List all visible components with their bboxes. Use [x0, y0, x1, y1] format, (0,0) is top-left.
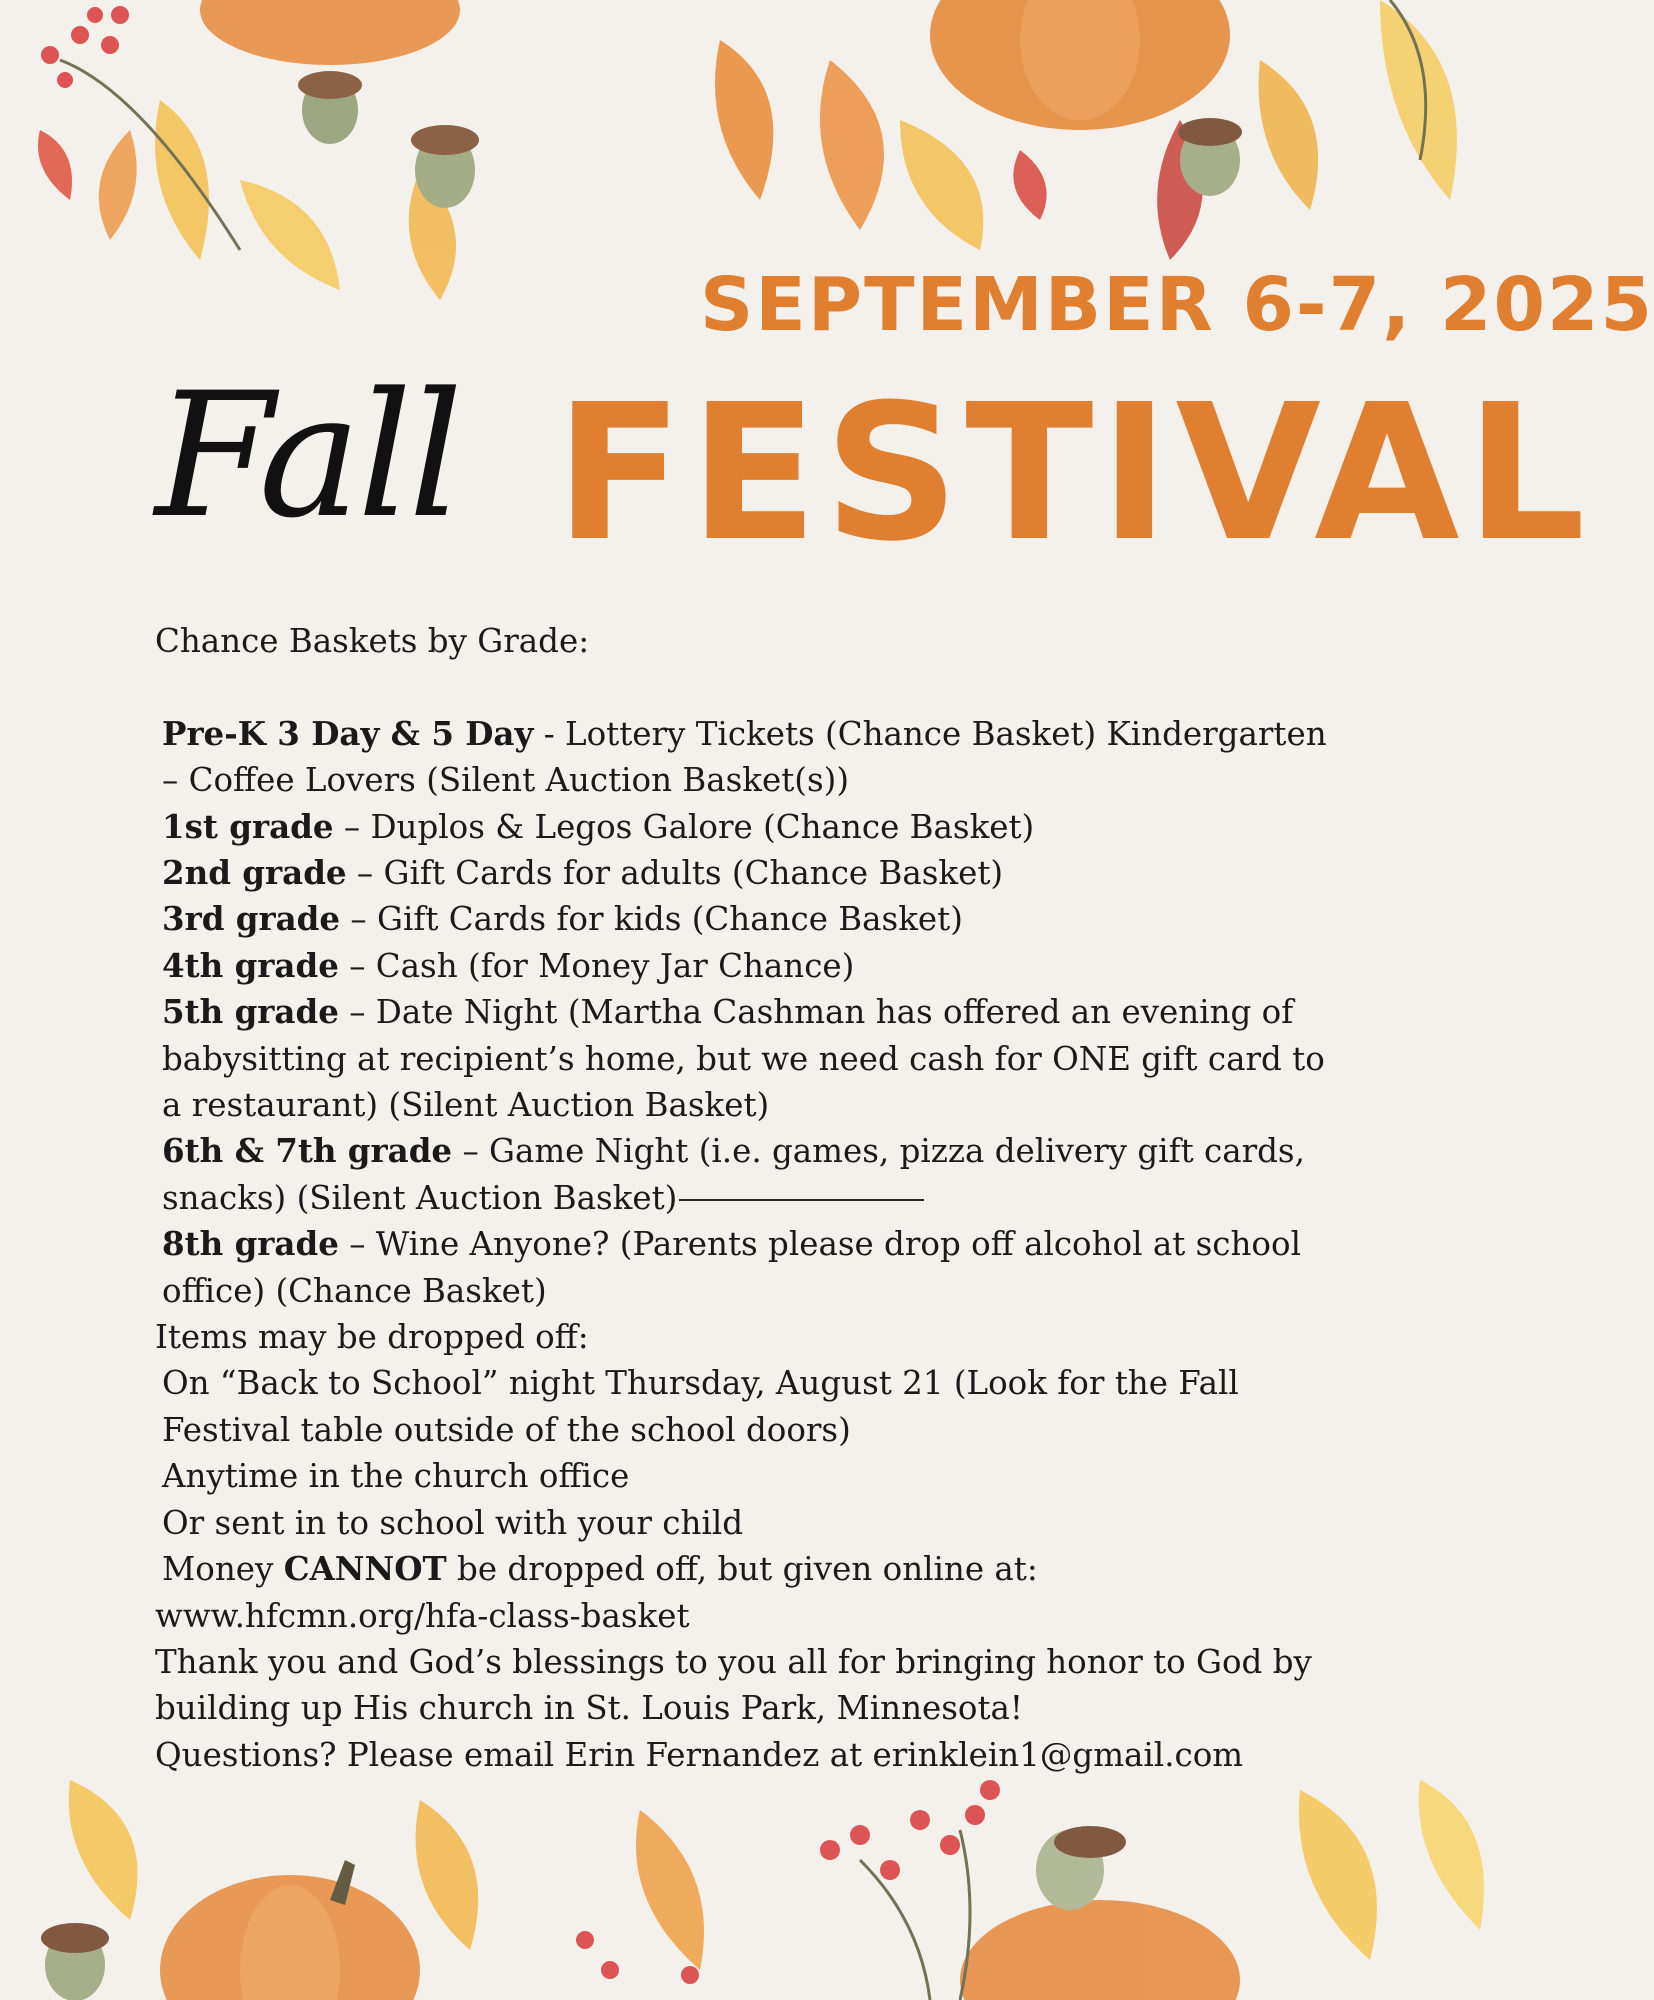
title-script-fall: Fall	[155, 355, 460, 556]
money-note-emphasis: CANNOT	[283, 1549, 447, 1589]
donation-link[interactable]: www.hfcmn.org/hfa-class-basket	[155, 1596, 690, 1635]
dropoff-item: Anytime in the church office	[162, 1457, 630, 1496]
grade-item	[155, 804, 1335, 850]
closing-message: Thank you and God’s blessings to you all for bringing honor to God by building up His church in St. Louis Park, Minnesota!	[155, 1642, 1312, 1728]
grade-description: – Cash (for Money Jar Chance)	[338, 946, 855, 985]
top-autumn-decoration	[0, 0, 1545, 300]
grade-item	[155, 711, 1335, 804]
grade-description: – Wine Anyone? (Parents please drop off alcohol at school office) (Chance Basket)	[162, 1225, 1301, 1310]
contact-line: Questions? Please email Erin Fernandez at erinklein1@gmail.com	[155, 1735, 1244, 1774]
bottom-autumn-decoration	[0, 1780, 1545, 2000]
grade-item	[155, 896, 1335, 942]
intro-heading: Chance Baskets by Grade:	[155, 622, 590, 660]
grade-label: 8th grade	[162, 1224, 339, 1264]
grade-label: 2nd grade	[162, 853, 347, 893]
grade-item	[155, 850, 1335, 896]
grade-description: – Game Night (i.e. games, pizza delivery gift cards, snacks) (Silent Auction Basket)	[162, 1132, 1305, 1217]
grade-description: – Gift Cards for adults (Chance Basket)	[346, 854, 1004, 893]
grade-description: – Date Night (Martha Cashman has offered an evening of babysitting at recipient’s home, but we need cash for ONE gift card to a restaurant) (Silent Auction Basket)	[162, 993, 1325, 1125]
grade-label: 5th grade	[162, 992, 339, 1032]
grade-description: – Gift Cards for kids (Chance Basket)	[340, 900, 963, 939]
money-note-post: be dropped off, but given online at:	[446, 1550, 1038, 1589]
flyer-body	[155, 618, 1335, 1778]
grade-item	[155, 943, 1335, 989]
grade-label: 1st grade	[162, 806, 334, 846]
grade-description: – Duplos & Legos Galore (Chance Basket)	[333, 807, 1035, 846]
event-date: SEPTEMBER 6-7, 2025	[700, 262, 1654, 348]
pumpkin-shape	[200, 0, 460, 65]
grade-item	[155, 989, 1335, 1128]
grade-item	[155, 1128, 1335, 1221]
dropoff-item: On “Back to School” night Thursday, August 21 (Look for the Fall Festival table outside of the school doors)	[162, 1364, 1239, 1449]
money-note	[155, 1546, 1335, 1592]
dropoff-heading: Items may be dropped off:	[155, 1318, 589, 1357]
dropoff-item: Or sent in to school with your child	[162, 1503, 744, 1542]
grade-description: - Lottery Tickets (Chance Basket) Kindergarten – Coffee Lovers (Silent Auction Basket(s))	[162, 714, 1327, 800]
grade-label: Pre-K 3 Day & 5 Day	[162, 713, 534, 753]
pumpkin-shape	[960, 1900, 1240, 2000]
title-festival: FESTIVAL	[555, 364, 1592, 583]
underline-rule	[679, 1199, 924, 1201]
grade-label: 6th & 7th grade	[162, 1131, 453, 1171]
grade-label: 4th grade	[162, 945, 339, 985]
money-note-pre: Money	[162, 1550, 284, 1589]
grade-label: 3rd grade	[162, 899, 341, 939]
grade-item	[155, 1221, 1335, 1314]
